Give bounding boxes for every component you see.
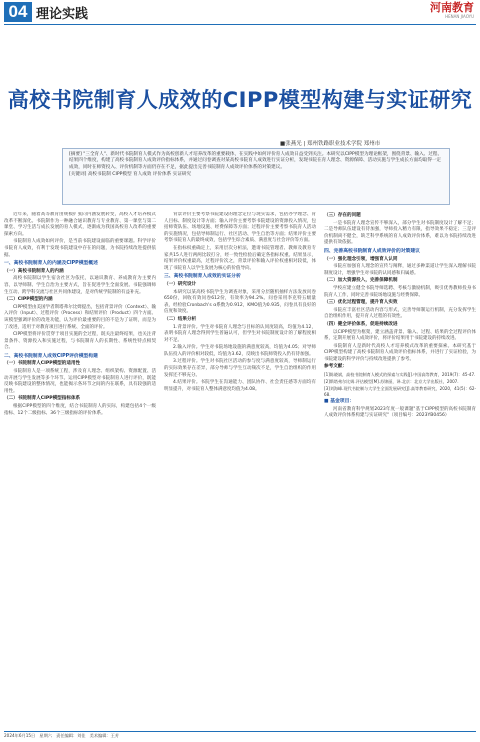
- body-paragraph: 书院应加强育人理念的宣传与阐释，通过多种渠道让学生深入理解书院制度设计，增强学生对书院的认同感和归属感。: [324, 264, 476, 276]
- body-paragraph: 本研究以某高校书院学生为调查对象，采用分层随机抽样方法发放问卷650份，回收有效问卷612份，有效率为94.2%。问卷采用李克特五级量表，经检验Cronbach's α系数为0.912，KMO值为0.935，问卷具有良好的信度和效度。: [164, 289, 316, 315]
- body-paragraph: 2.输入评价。学生对书院场地设施的满意度较高，均值为4.05；对导师队伍投入的评价相对较低，均值为3.62，反映出书院师资投入仍有待加强。: [164, 345, 316, 357]
- section-heading: 二、高校书院制育人成效CIPP评价模型构建: [4, 353, 98, 359]
- column-1: [4, 212, 156, 713]
- body-paragraph: 学校应建立健全书院导师选聘、考核与激励机制，吸引优秀教师投身书院育人工作，同时完善书院场地设施与经费保障。: [324, 285, 476, 298]
- header-divider: [4, 24, 476, 25]
- body-paragraph: 书院制育人是新时代高校人才培养模式改革的重要探索。本研究基于CIPP模型构建了高校书院制育人成效评价指标体系，并进行了实证检验，为书院建设的科学评价与持续改进提供了参考。: [324, 343, 476, 362]
- body-paragraph: 书院制育人是一项系统工程，涉及育人理念、组织架构、资源配置、活动开展与学生发展等多个环节。运用CIPP模型对书院制育人进行评价，既能反映书院建设的整体情况，也能揭示各环节之间的内在联系，具有较强的适用性。: [4, 369, 156, 394]
- logo-text: 河南教育: [430, 1, 474, 14]
- section-heading: （一）强化理念引领，增强育人认同: [324, 256, 398, 262]
- page-number: 04: [4, 2, 32, 22]
- reference-item: [3]刘海峰.现代书院制与大学生全面发展研究[J].高等教育研究，2020，41(5)：62-68.: [324, 386, 476, 398]
- body-paragraph: 书院制育人成效如何评价，是当前书院建设面临的重要课题。科学评价书院育人成效，有利于发现书院建设中存在的问题，为书院持续改进提供依据。: [4, 239, 156, 258]
- section-heading: （三）存在的问题: [324, 213, 361, 218]
- author-line: ■张燕光 | 郑州铁路职业技术学院 郑州市: [280, 141, 381, 147]
- section-heading: 一、高校书院制育人的内涵及CIPP模型概述: [4, 261, 98, 267]
- references-heading: 参考文献：: [324, 364, 347, 370]
- section-heading: （二）加大资源投入，完善保障机制: [324, 278, 398, 284]
- body-paragraph: CIPP模型将评价贯穿于项目实施的全过程，既关注最终结果，也关注背景条件、资源投入和实施过程，与书院制育人的长期性、系统性特点相契合。: [4, 332, 156, 351]
- body-paragraph: 书院应丰富社区活动内容与形式，完善导师制运行机制，充分发挥学生自治组织作用，提升育人过程的有效性。: [324, 307, 476, 320]
- abstract-box: [62, 148, 450, 205]
- logo-subtext: HENAN JIAOYU: [445, 14, 474, 19]
- section-heading: （一）书院制育人CIPP模型的适用性: [4, 361, 81, 367]
- section-heading: （一）研究设计: [164, 281, 197, 287]
- section-heading: 四、完善高校书院制育人成效评价的对策建议: [324, 248, 420, 254]
- column-2: [164, 212, 316, 713]
- section-heading: （三）优化过程管理，提升育人实效: [324, 300, 398, 306]
- body-paragraph: 在指标权重确定上，采用层次分析法，邀请书院管理者、教师及教育专家共15人进行两两比较打分，经一致性检验后确定各指标权重。结果显示，结果评价权重最高，过程评价次之，背景评价和输入评价权重相对较低，体现了书院育人以学生发展为核心的价值导向。: [164, 245, 316, 271]
- body-paragraph: 高校书院制以学生宿舍社区为依托，以通识教育、养成教育为主要内容，以导师制、学生自治为主要方式，旨在促进学生全面发展。书院强调师生互动、跨学科交流与社区共同体建设，是对传统学院制的有益补充。: [4, 276, 156, 295]
- article-body: [4, 212, 476, 713]
- keywords: [关键词] 高校书院制 CIPP模型 育人成效 评价体系 实证研究: [69, 172, 192, 178]
- column-3: [324, 212, 476, 713]
- body-paragraph: CIPP模型由美国学者斯塔弗尔比姆提出，包括背景评价（Context）、输入评价（Input）、过程评价（Process）和结果评价（Product）四个方面。该模型强调评价的改进功能，认为评价最重要的目的不是为了证明，而是为了改进，适用于对教育项目进行系统、全面的评价。: [4, 304, 156, 330]
- page-header: [0, 0, 480, 24]
- page-footer: 2024年6月15日 星期六 责任编辑：刘佳 美术编辑：王芳: [4, 733, 119, 738]
- fund-text: 河南省教育科学规划2023年度一般课题"基于CIPP模型的高校书院制育人成效评价体系构建与实证研究"（项目编号：2023YB0456）: [324, 406, 476, 419]
- section-heading: （四）健全评价体系，促进持续改进: [324, 321, 398, 327]
- body-paragraph: 3.过程评价。学生对书院社区活动的参与度与满意度较高，导师制运行的实际效果存在差异，部分导师与学生互动频次不足，学生自治组织的作用发挥还不够充分。: [164, 359, 316, 378]
- section-heading: （二）CIPP模型的内涵: [4, 297, 53, 303]
- body-paragraph: 近年来，随着高等教育由规模扩张向内涵发展转变，高校人才培养模式改革不断深化。书院制作为一种融合通识教育与专业教育、第一课堂与第二课堂、学习生活与成长发展的育人模式，逐渐成为我国高校育人改革的重要探索方向。: [4, 212, 156, 237]
- section-heading: （二）书院制育人CIPP模型指标体系: [4, 396, 81, 402]
- reference-item: [1]陈晓斌，高校书院制育人模式的探索与实践[J].中国高等教育，2019(7)：45-47.: [324, 372, 476, 378]
- section-heading: 三、高校书院制育人成效的实证分析: [164, 274, 241, 280]
- fund-heading: ■ 基金项目：: [324, 399, 355, 405]
- abstract-text: [摘要] "三全育人"、新时代书院制育人模式作为高校创新人才培养改革的重要载体，在实践中如何评价育人成效日益受到关注。本研究以CIPP模型为理论框架，围绕背景、输入、过程、结果四个维度，构建了高校书院制育人成效评价指标体系，并通过问卷调查对某高校书院育人成效进行实证分析，发现书院在育人理念、资源保障、活动实施与学生成长方面均取得一定成效，同时在师资投入、评价机制等方面仍存在不足，据此提出完善书院制育人成效评价体系的对策建议。: [69, 152, 443, 170]
- body-paragraph: 背景评价主要考察书院建设的理念定位与现实需求，包括办学理念、育人目标、制度设计等方面；输入评价主要考察书院建设的资源投入情况，包括师资队伍、场地设施、经费保障等方面；过程评价主要考察书院育人活动的实施情况，包括导师制运行、社区活动、学生自治等方面；结果评价主要考察书院育人的最终成效，包括学生综合素质、满意度与社会评价等方面。: [164, 212, 316, 244]
- body-paragraph: 根据CIPP模型的四个维度，结合书院制育人的实际，构建包括4个一级指标、12个二级指标、36个三级指标的评价体系。: [4, 404, 156, 416]
- publication-logo: [410, 2, 474, 20]
- reference-item: [2]斯塔弗尔比姆.评估模型[M].苏锦丽，译.北京：北京大学出版社，2007.: [324, 379, 459, 385]
- body-paragraph: 4.结果评价。书院学生在沟通能力、团队协作、社会责任感等方面均有明显提升，对书院育人整体满意度均值为4.08。: [164, 380, 316, 392]
- body-paragraph: 1.背景评价。学生对书院育人理念与目标的认同度较高，均值为4.12，表明书院育人理念得到学生普遍认可，但学生对书院制度设计的了解程度相对不足。: [164, 324, 316, 343]
- article-title: 高校书院制育人成效的CIPP模型构建与实证研究: [7, 88, 473, 112]
- body-paragraph: 一是书院育人理念宣传不够深入，部分学生对书院制度设计了解不足；二是导师队伍建设有待加强，导师投入精力有限，指导效果不稳定；三是评价机制尚不健全，缺乏科学系统的育人成效评价体系，难以为书院持续改进提供有效依据。: [324, 220, 476, 246]
- section-heading: （二）结果分析: [164, 316, 197, 322]
- footer-divider: [4, 731, 476, 732]
- section-title: 理论实践: [36, 7, 89, 22]
- body-paragraph: 以CIPP模型为框架，建立涵盖背景、输入、过程、结果的全过程评价体系，定期开展育人成效评价，将评价结果用于书院建设的持续改进。: [324, 329, 476, 342]
- section-heading: （一）高校书院制育人的内涵: [4, 268, 64, 274]
